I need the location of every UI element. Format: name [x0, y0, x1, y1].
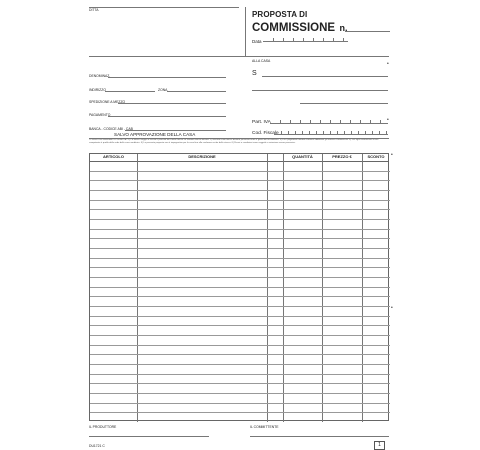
items-table [89, 153, 389, 421]
title-suffix: n. [339, 23, 348, 33]
table-row[interactable] [90, 200, 390, 201]
table-row[interactable] [90, 287, 390, 288]
zona-field[interactable] [167, 91, 226, 92]
number-line [345, 31, 390, 32]
table-row[interactable] [90, 345, 390, 346]
table-row[interactable] [90, 325, 390, 326]
pagamento-field[interactable] [108, 116, 226, 117]
col-header-prezzo: PREZZO € [332, 154, 352, 159]
table-row[interactable] [90, 412, 390, 413]
right-field-3[interactable] [300, 103, 388, 104]
right-field-1[interactable] [262, 76, 388, 77]
table-row[interactable] [90, 374, 390, 375]
table-row[interactable] [90, 296, 390, 297]
title-line2-wrapper [252, 18, 348, 36]
table-row[interactable] [90, 277, 390, 278]
table-row[interactable] [90, 190, 390, 191]
title-line1: PROPOSTA DI [252, 10, 308, 19]
ditta-label: DITTA [89, 8, 99, 12]
margin-mark-2: • [387, 117, 389, 123]
table-row[interactable] [90, 403, 390, 404]
zona-label: ZONA [158, 88, 168, 92]
table-row[interactable] [90, 364, 390, 365]
alla-casa-label: ALLA CASA [252, 59, 271, 63]
title-line2: COMMISSIONE [252, 22, 336, 34]
table-row[interactable] [90, 248, 390, 249]
denominazione-field[interactable] [108, 77, 226, 78]
page-mark: 1 [374, 441, 385, 450]
partita-iva-label: Part. IVA [252, 120, 271, 125]
table-row[interactable] [90, 229, 390, 230]
col-divider-5 [362, 154, 363, 422]
conditions-text: CONDIZIONI GENERALI DI VENDITA - 1) La merce viaggia a rischio e pericolo del cliente anche se venduta franco destino. 2) Reclami sulla merce devono pervenire entro 8 giorni dal ricevimento. 3) Per i pagamenti ritardati saranno addebitati gli interessi commerciali. 4) Per ogni controversia il foro competente è quello della sede della casa venditrice. 5) La presente proposta non è impegnativa per la casa fino alla conferma scritta della stessa. 6) Prezzi e condizioni sono soggetti a variazione senza preavviso. [89, 139, 379, 144]
banca-label: BANCA - CODICE ABI - CAB [89, 127, 133, 131]
committente-signature-line[interactable] [250, 436, 389, 437]
commission-proposal-form [80, 0, 392, 450]
table-row[interactable] [90, 171, 390, 172]
spedizione-label: SPEDIZIONE A MEZZO [89, 100, 126, 104]
salvo-approvazione: SALVO APPROVAZIONE DELLA CASA [114, 132, 196, 137]
table-row[interactable] [90, 335, 390, 336]
table-row[interactable] [90, 219, 390, 220]
denominazione-label: DENOMINAZ. [89, 74, 111, 78]
banca-field[interactable] [125, 130, 226, 131]
ditta-line [89, 7, 239, 8]
table-row[interactable] [90, 209, 390, 210]
produttore-signature-line[interactable] [89, 436, 209, 437]
header-bottom-rule [89, 56, 389, 57]
col-header-articolo: ARTICOLO [103, 154, 124, 159]
codice-fiscale-field[interactable] [274, 131, 388, 135]
table-row[interactable] [90, 258, 390, 259]
col-divider-2 [267, 154, 268, 422]
date-label: Data [252, 39, 262, 44]
form-code: DU1721 C [89, 444, 105, 448]
committente-label: IL COMMITTENTE [250, 425, 279, 429]
table-row[interactable] [90, 306, 390, 307]
table-row[interactable] [90, 180, 390, 181]
spedizione-field[interactable] [118, 103, 226, 104]
indirizzo-field[interactable] [105, 91, 155, 92]
table-row[interactable] [90, 393, 390, 394]
margin-mark-4: • [391, 305, 393, 311]
table-row[interactable] [90, 238, 390, 239]
margin-mark-3: • [391, 152, 393, 158]
right-field-2[interactable] [252, 90, 388, 91]
header-divider [245, 7, 246, 57]
produttore-label: IL PRODUTTORE [89, 425, 117, 429]
table-row[interactable] [90, 267, 390, 268]
col-divider-4 [322, 154, 323, 422]
pagamento-label: PAGAMENTO [89, 113, 111, 117]
margin-mark-1: • [387, 61, 389, 67]
partita-iva-field[interactable] [270, 120, 388, 124]
col-header-descrizione: DESCRIZIONE [188, 154, 216, 159]
date-field[interactable] [263, 38, 348, 42]
col-divider-3 [283, 154, 284, 422]
indirizzo-label: INDIRIZZO [89, 88, 106, 92]
col-divider-1 [137, 154, 138, 422]
table-row[interactable] [90, 316, 390, 317]
codice-fiscale-label: Cod. Fiscale [252, 131, 279, 136]
table-header [90, 154, 388, 162]
table-row[interactable] [90, 354, 390, 355]
col-header-quantita: QUANTITÀ [292, 154, 313, 159]
col-header-sconto: SCONTO [367, 154, 385, 159]
dollar-sign: S [252, 70, 257, 77]
table-row[interactable] [90, 383, 390, 384]
